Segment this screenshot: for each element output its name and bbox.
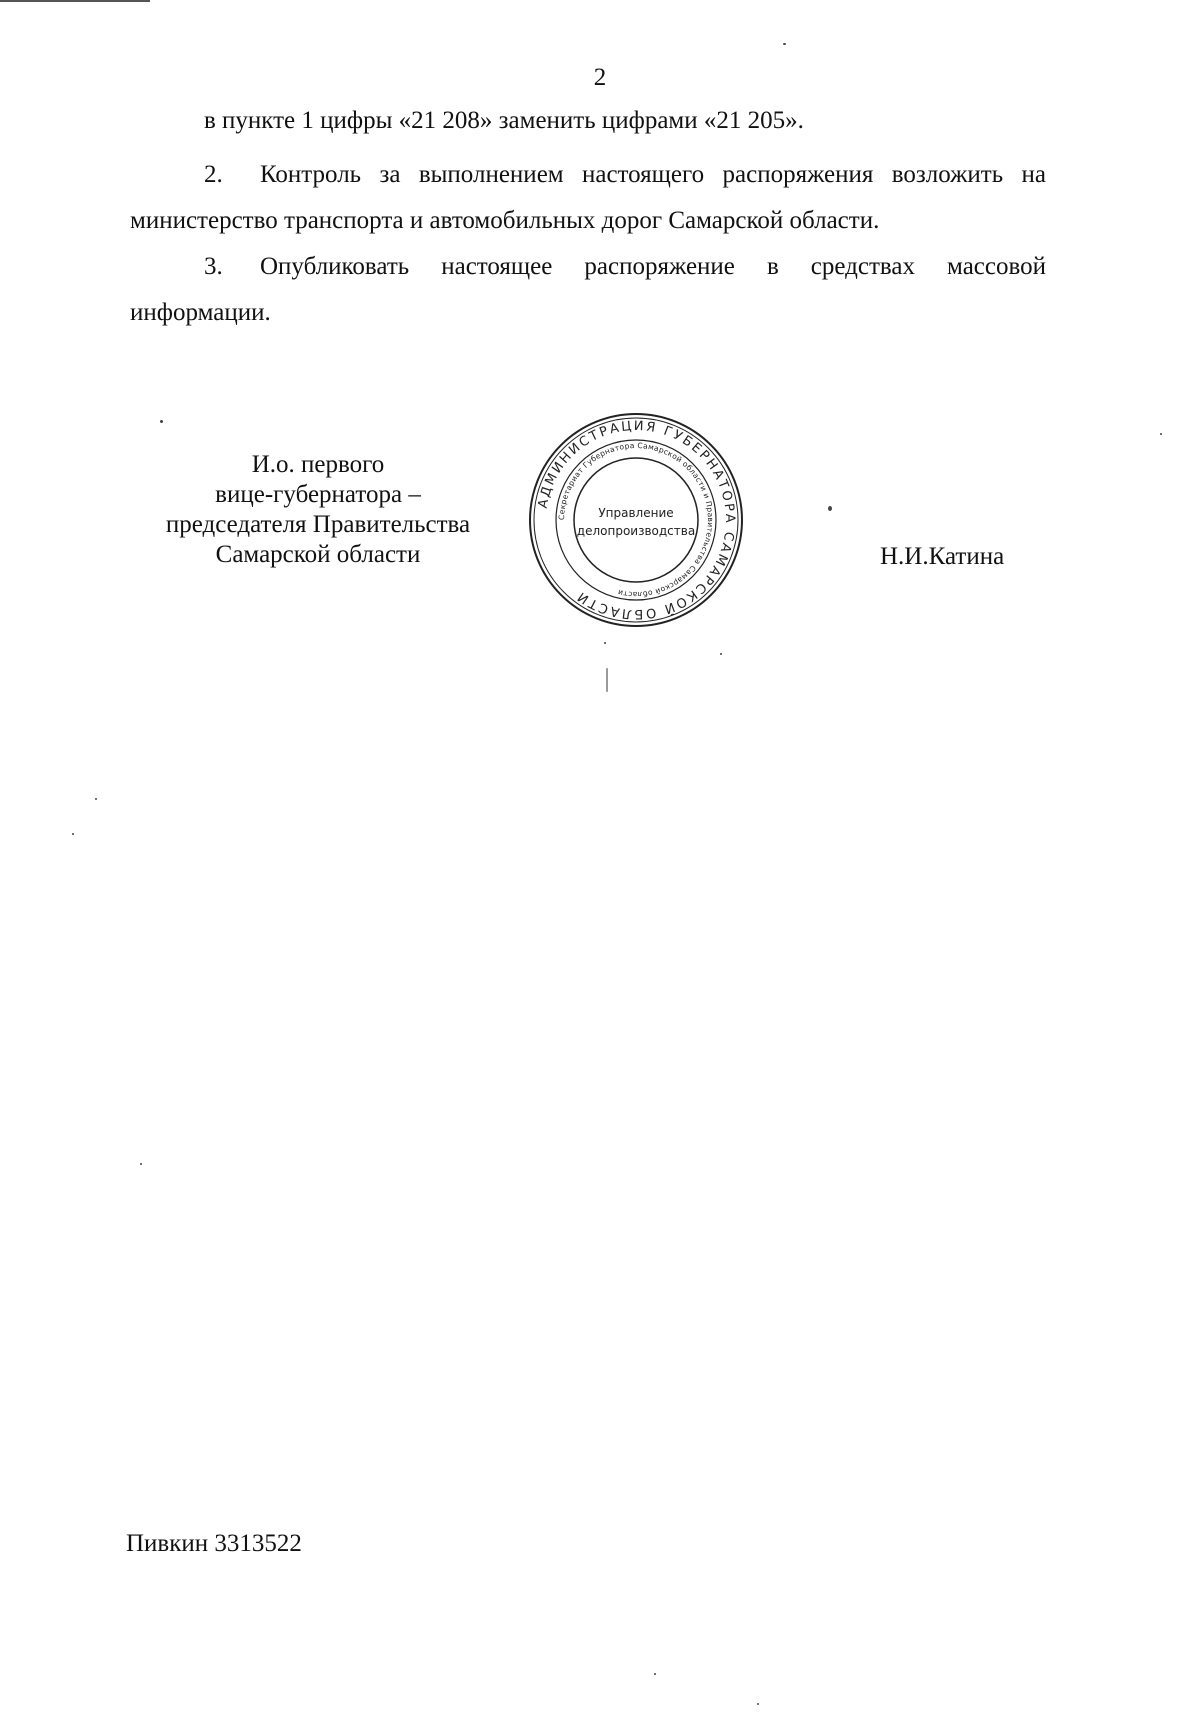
item-text: Контроль за выполнением настоящего распоряжения возложить на министерство транспорта и автомобильных дорог Самарской области.	[130, 161, 1046, 234]
stamp-inner-text: Секретариат Губернатора Самарской области и Правительства Самарской области	[556, 440, 716, 600]
paragraph-item-2	[130, 152, 1046, 244]
signatory-position-line: вице-губернатора –	[215, 481, 421, 508]
executor-note: Пивкин 3313522	[126, 1530, 302, 1557]
scan-speck	[72, 833, 74, 835]
scan-speck	[95, 798, 97, 800]
scan-speck	[160, 420, 163, 423]
item-text: Опубликовать настоящее распоряжение в средствах массовой информации.	[130, 253, 1046, 326]
paragraph-item-3	[130, 244, 1046, 336]
signatory-name: Н.И.Катина	[880, 543, 1005, 570]
stamp-outer-text: АДМИНИСТРАЦИЯ ГУБЕРНАТОРА САМАРСКОЙ ОБЛАСТИ	[535, 418, 738, 622]
paragraph-1: в пункте 1 цифры «21 208» заменить цифрами «21 205».	[204, 107, 804, 134]
signatory-position	[128, 450, 508, 570]
scan-speck	[757, 1703, 759, 1705]
item-number: 3.	[204, 253, 223, 280]
signatory-position-line: Самарской области	[215, 541, 421, 568]
scan-speck	[720, 653, 722, 655]
scan-speck	[606, 668, 608, 692]
stamp-center-line: Управление	[598, 506, 674, 520]
official-stamp	[521, 405, 751, 635]
signatory-position-line: И.о. первого	[251, 451, 385, 478]
scan-speck	[1160, 433, 1162, 435]
stamp-center-line: делопроизводства	[576, 524, 696, 538]
scan-artifact-line	[0, 0, 150, 2]
scan-speck	[604, 642, 606, 644]
scan-speck	[828, 506, 832, 511]
page-number: 2	[593, 64, 607, 91]
scan-speck	[783, 43, 786, 45]
signatory-position-line: председателя Правительства	[165, 511, 471, 538]
item-number: 2.	[204, 161, 223, 188]
scan-speck	[654, 1673, 656, 1675]
scan-speck	[140, 1163, 142, 1165]
